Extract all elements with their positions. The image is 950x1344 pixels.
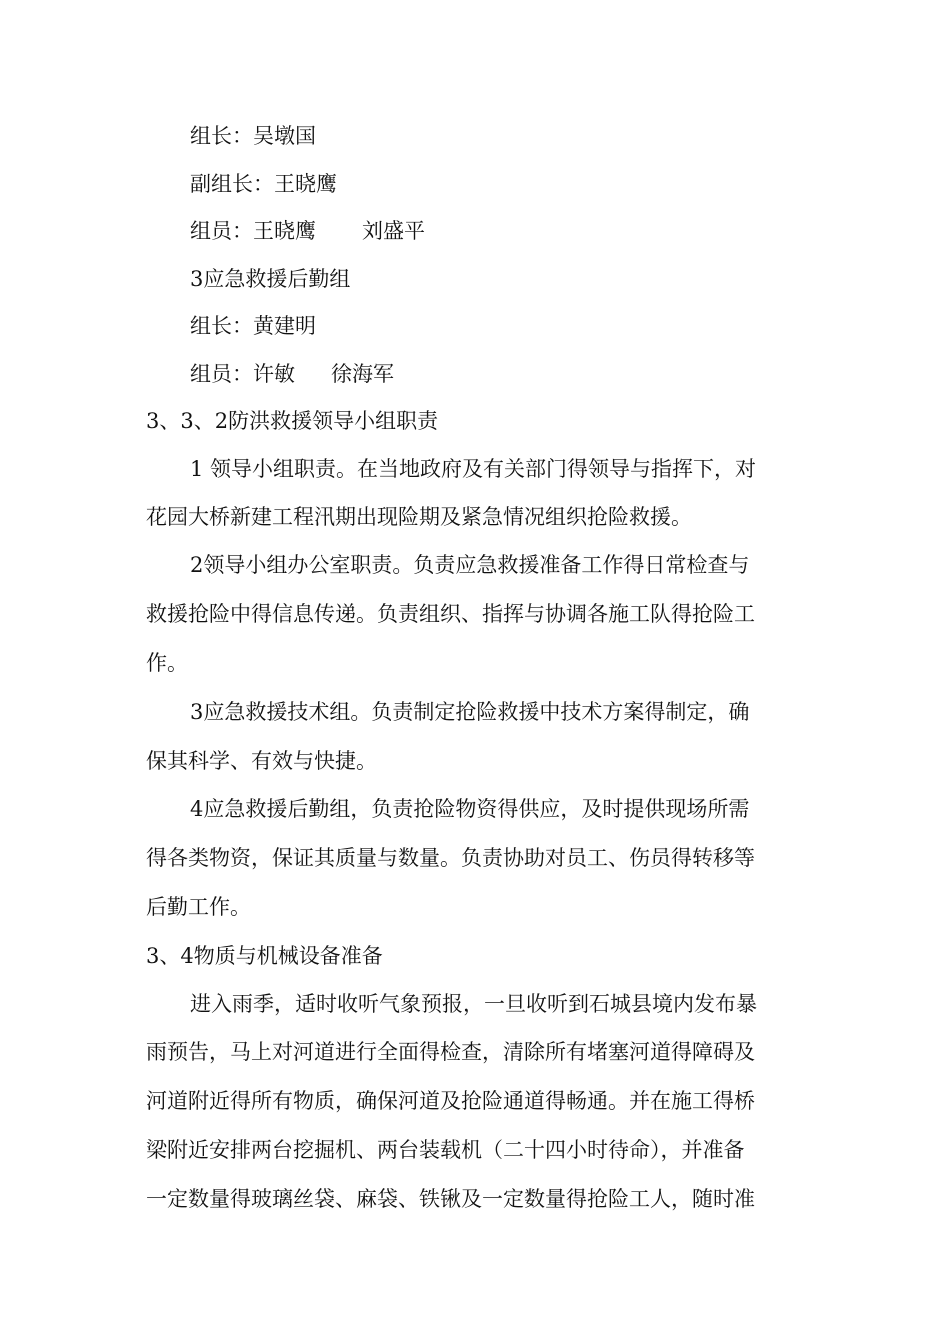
duty-paragraph-2-line-2: 救援抢险中得信息传递。负责组织、指挥与协调各施工队得抢险工	[146, 602, 755, 626]
logistics-group-heading: 3应急救援后勤组	[190, 267, 351, 291]
duty-paragraph-3-line-2: 保其科学、有效与快捷。	[146, 749, 377, 773]
members-b-second: 徐海军	[331, 362, 394, 386]
section-heading-duties: 3、3、2防洪救援领导小组职责	[146, 409, 439, 433]
duty-paragraph-4-line-2: 得各类物资，保证其质量与数量。负责协助对员工、伤员得转移等	[146, 846, 755, 870]
leader-line-b: 组长：黄建明	[190, 314, 316, 338]
duty-paragraph-4-line-3: 后勤工作。	[146, 895, 251, 919]
duty-paragraph-1-line-1: 1 领导小组职责。在当地政府及有关部门得领导与指挥下，对	[190, 457, 757, 481]
materials-paragraph-line-5: 一定数量得玻璃丝袋、麻袋、铁锹及一定数量得抢险工人，随时准	[146, 1187, 755, 1211]
section-heading-materials: 3、4物质与机械设备准备	[146, 944, 383, 968]
materials-paragraph-line-4: 梁附近安排两台挖掘机、两台装载机（二十四小时待命），并准备	[146, 1138, 745, 1162]
members-line-a	[190, 216, 425, 246]
members-a-second: 刘盛平	[362, 219, 425, 243]
duty-paragraph-3-line-1: 3应急救援技术组。负责制定抢险救援中技术方案得制定，确	[190, 700, 750, 724]
duty-paragraph-4-line-1: 4应急救援后勤组，负责抢险物资得供应，及时提供现场所需	[190, 797, 750, 821]
deputy-leader-line: 副组长：王晓鹰	[190, 172, 337, 196]
materials-paragraph-line-2: 雨预告，马上对河道进行全面得检查，清除所有堵塞河道得障碍及	[146, 1040, 755, 1064]
duty-paragraph-2-line-1: 2领导小组办公室职责。负责应急救援准备工作得日常检查与	[190, 553, 750, 577]
duty-paragraph-1-line-2: 花园大桥新建工程汛期出现险期及紧急情况组织抢险救援。	[146, 505, 692, 529]
members-line-b	[190, 359, 394, 389]
materials-paragraph-line-1: 进入雨季，适时收听气象预报，一旦收听到石城县境内发布暴	[190, 992, 757, 1016]
members-a-label: 组员：王晓鹰	[190, 219, 316, 243]
leader-line-a: 组长：吴墩国	[190, 124, 316, 148]
duty-paragraph-2-line-3: 作。	[146, 651, 188, 675]
members-b-label: 组员：许敏	[190, 362, 295, 386]
materials-paragraph-line-3: 河道附近得所有物质，确保河道及抢险通道得畅通。并在施工得桥	[146, 1089, 755, 1113]
